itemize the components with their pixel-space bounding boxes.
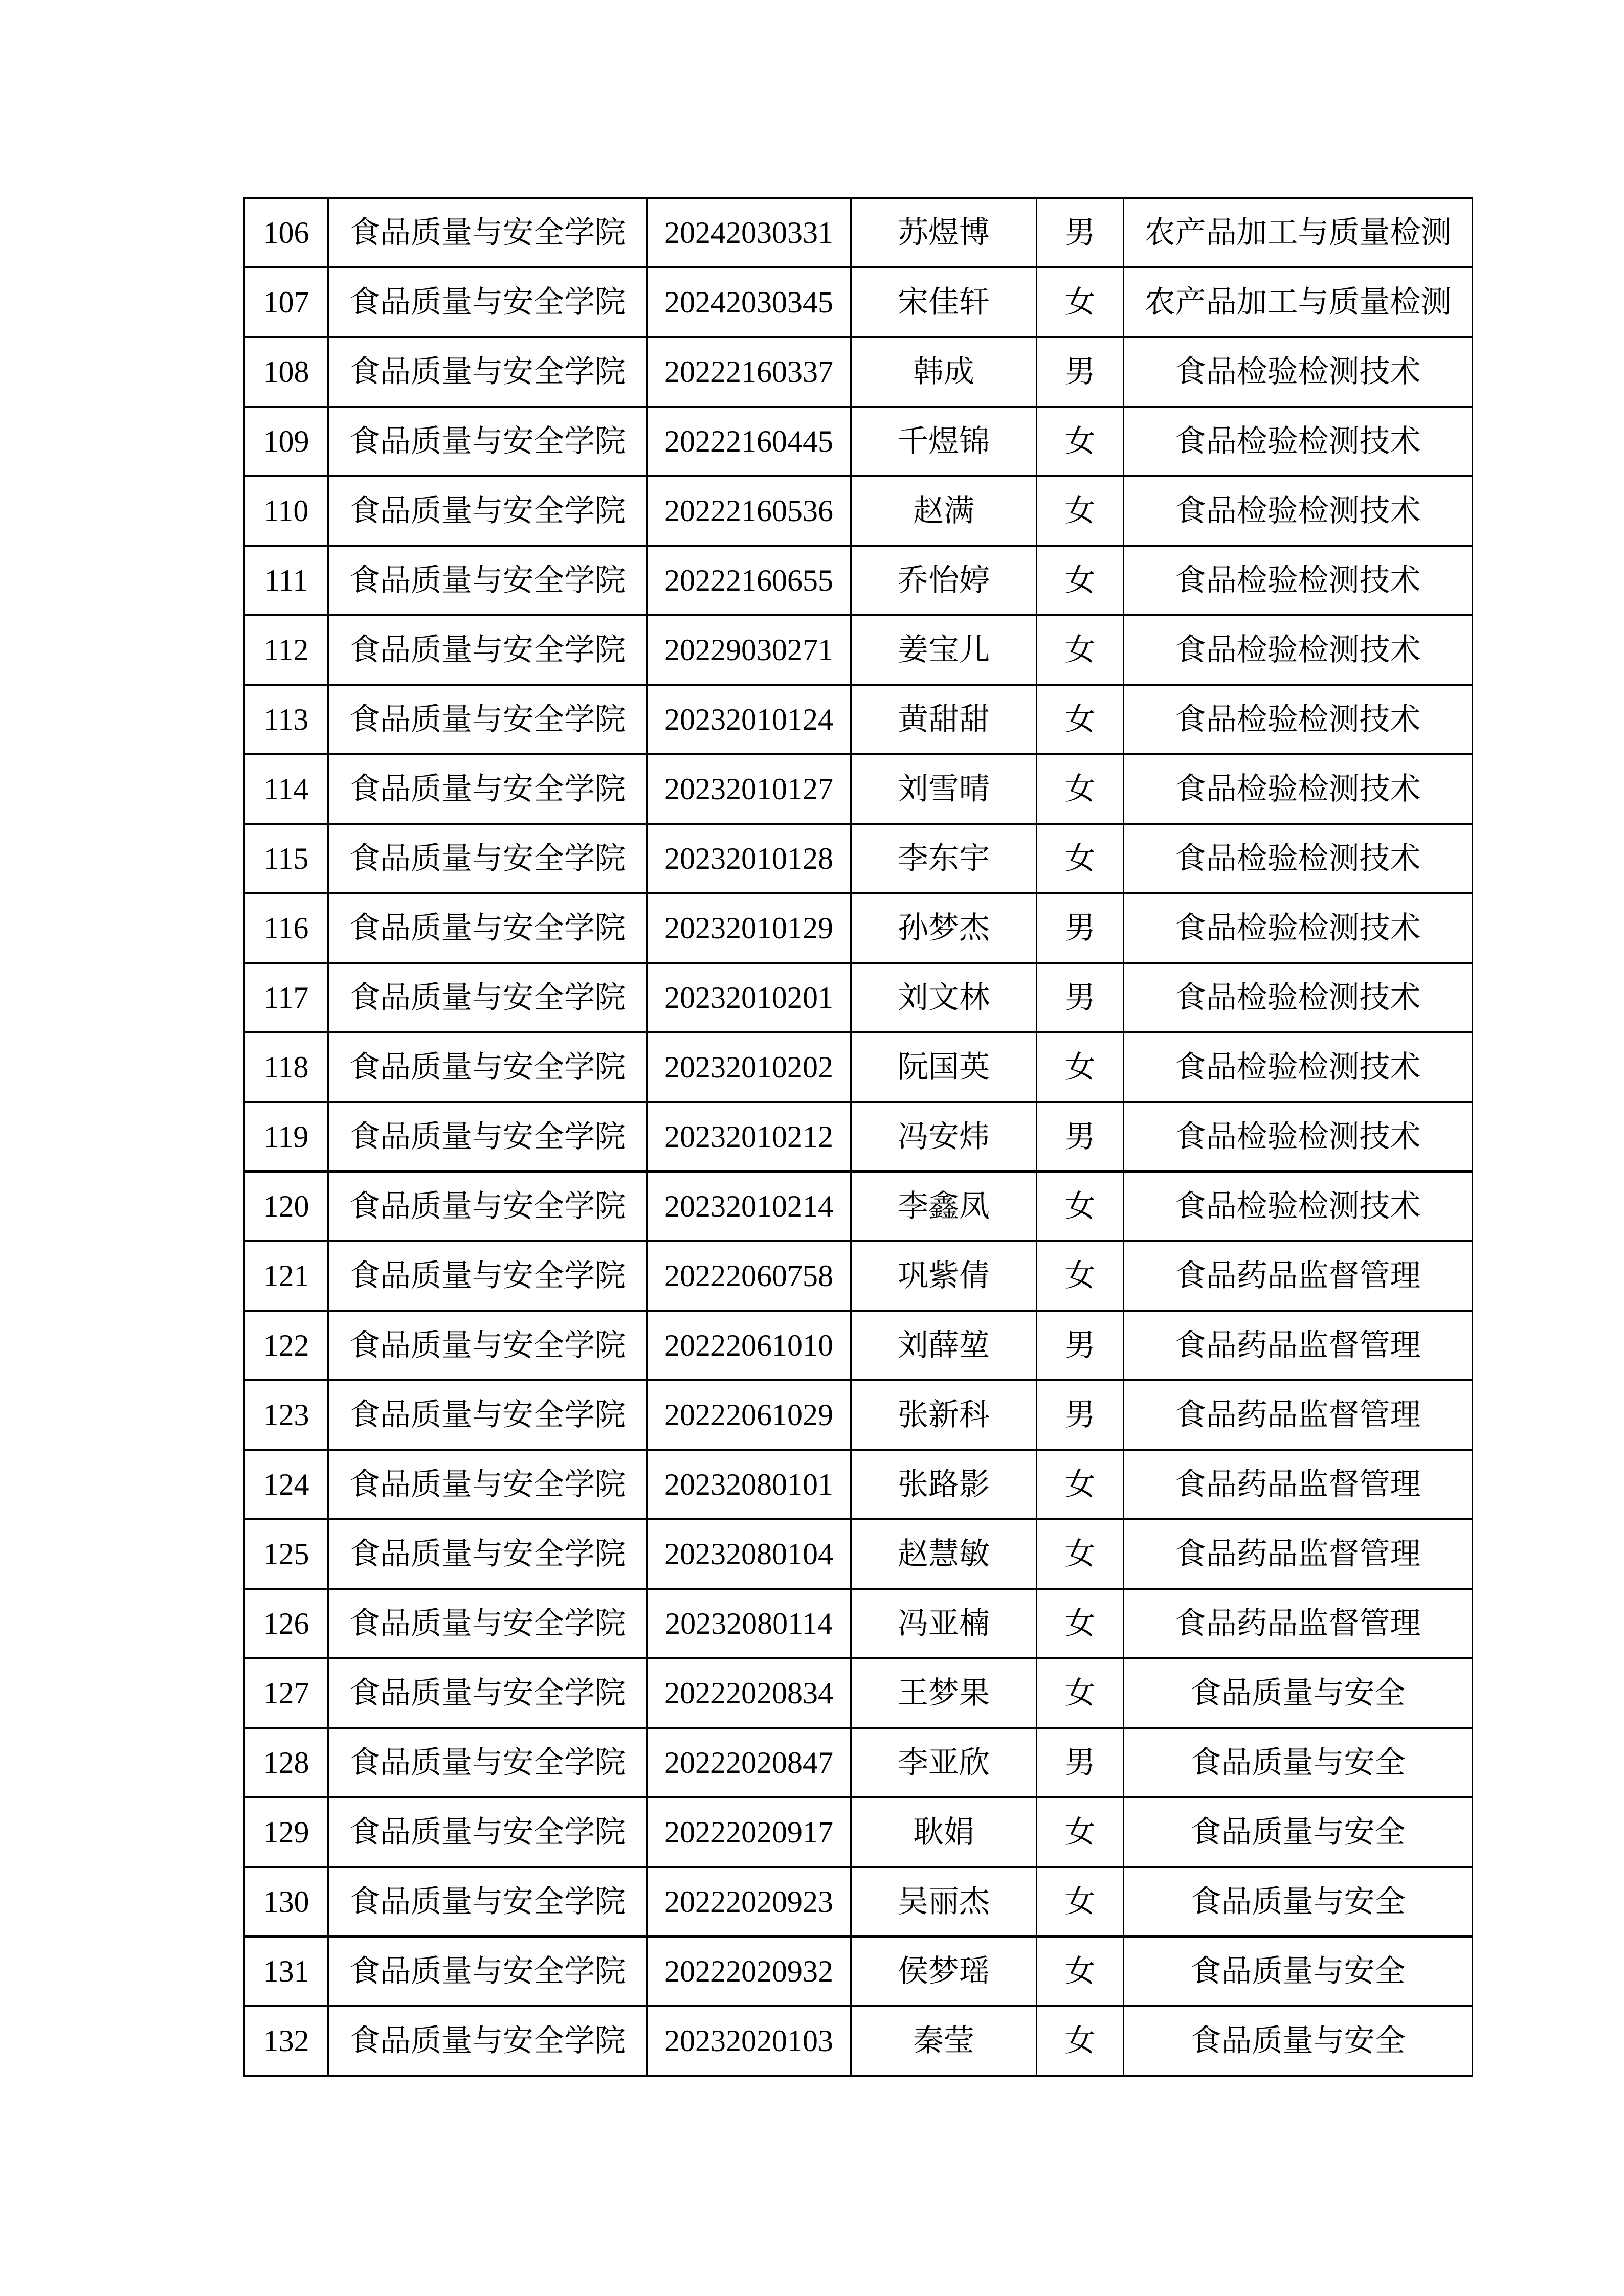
cell-college: 食品质量与安全学院 bbox=[328, 1728, 647, 1797]
cell-college: 食品质量与安全学院 bbox=[328, 685, 647, 754]
cell-student-id: 20232080101 bbox=[647, 1450, 851, 1519]
cell-major: 食品检验检测技术 bbox=[1124, 476, 1473, 546]
cell-gender: 女 bbox=[1037, 476, 1124, 546]
student-roster-table bbox=[243, 197, 1473, 2077]
cell-index: 124 bbox=[244, 1450, 328, 1519]
cell-college: 食品质量与安全学院 bbox=[328, 1867, 647, 1937]
cell-major: 食品检验检测技术 bbox=[1124, 685, 1473, 754]
cell-college: 食品质量与安全学院 bbox=[328, 754, 647, 824]
cell-index: 106 bbox=[244, 198, 328, 267]
cell-major: 食品质量与安全 bbox=[1124, 2006, 1473, 2076]
cell-major: 食品药品监督管理 bbox=[1124, 1241, 1473, 1311]
cell-name: 耿娟 bbox=[851, 1797, 1037, 1867]
table-row bbox=[244, 407, 1473, 476]
cell-gender: 女 bbox=[1037, 1241, 1124, 1311]
cell-college: 食品质量与安全学院 bbox=[328, 1172, 647, 1241]
cell-student-id: 20232010124 bbox=[647, 685, 851, 754]
cell-college: 食品质量与安全学院 bbox=[328, 1102, 647, 1172]
table-row bbox=[244, 1032, 1473, 1102]
cell-major: 食品药品监督管理 bbox=[1124, 1450, 1473, 1519]
cell-name: 姜宝儿 bbox=[851, 615, 1037, 685]
cell-major: 食品质量与安全 bbox=[1124, 1658, 1473, 1728]
cell-student-id: 20222020923 bbox=[647, 1867, 851, 1937]
table-row bbox=[244, 1311, 1473, 1380]
cell-index: 117 bbox=[244, 963, 328, 1032]
table-row bbox=[244, 893, 1473, 963]
cell-major: 食品检验检测技术 bbox=[1124, 824, 1473, 893]
cell-index: 122 bbox=[244, 1311, 328, 1380]
cell-major: 农产品加工与质量检测 bbox=[1124, 267, 1473, 337]
cell-student-id: 20222061010 bbox=[647, 1311, 851, 1380]
cell-name: 秦莹 bbox=[851, 2006, 1037, 2076]
cell-gender: 女 bbox=[1037, 1032, 1124, 1102]
table-row bbox=[244, 1867, 1473, 1937]
cell-student-id: 20232010212 bbox=[647, 1102, 851, 1172]
cell-name: 冯安炜 bbox=[851, 1102, 1037, 1172]
table-row bbox=[244, 337, 1473, 407]
cell-major: 食品药品监督管理 bbox=[1124, 1519, 1473, 1589]
cell-major: 食品检验检测技术 bbox=[1124, 546, 1473, 615]
table-row bbox=[244, 1797, 1473, 1867]
cell-college: 食品质量与安全学院 bbox=[328, 1519, 647, 1589]
table-row bbox=[244, 1102, 1473, 1172]
cell-index: 129 bbox=[244, 1797, 328, 1867]
cell-name: 王梦果 bbox=[851, 1658, 1037, 1728]
cell-student-id: 20232010214 bbox=[647, 1172, 851, 1241]
table-row bbox=[244, 267, 1473, 337]
cell-name: 刘文林 bbox=[851, 963, 1037, 1032]
cell-student-id: 20242030345 bbox=[647, 267, 851, 337]
cell-gender: 女 bbox=[1037, 2006, 1124, 2076]
cell-college: 食品质量与安全学院 bbox=[328, 267, 647, 337]
cell-name: 冯亚楠 bbox=[851, 1589, 1037, 1658]
cell-college: 食品质量与安全学院 bbox=[328, 1032, 647, 1102]
cell-student-id: 20232010127 bbox=[647, 754, 851, 824]
cell-student-id: 20222160445 bbox=[647, 407, 851, 476]
cell-gender: 女 bbox=[1037, 1937, 1124, 2006]
cell-major: 食品质量与安全 bbox=[1124, 1728, 1473, 1797]
table-row bbox=[244, 754, 1473, 824]
cell-gender: 女 bbox=[1037, 1589, 1124, 1658]
cell-major: 食品检验检测技术 bbox=[1124, 963, 1473, 1032]
cell-name: 侯梦瑶 bbox=[851, 1937, 1037, 2006]
cell-name: 韩成 bbox=[851, 337, 1037, 407]
cell-college: 食品质量与安全学院 bbox=[328, 893, 647, 963]
table-row bbox=[244, 476, 1473, 546]
cell-major: 食品检验检测技术 bbox=[1124, 1102, 1473, 1172]
cell-college: 食品质量与安全学院 bbox=[328, 198, 647, 267]
table-row bbox=[244, 1241, 1473, 1311]
cell-student-id: 20222020932 bbox=[647, 1937, 851, 2006]
student-table-body bbox=[244, 198, 1473, 2076]
cell-index: 130 bbox=[244, 1867, 328, 1937]
cell-gender: 男 bbox=[1037, 1380, 1124, 1450]
cell-gender: 女 bbox=[1037, 1450, 1124, 1519]
cell-name: 张新科 bbox=[851, 1380, 1037, 1450]
cell-major: 食品检验检测技术 bbox=[1124, 893, 1473, 963]
cell-college: 食品质量与安全学院 bbox=[328, 1311, 647, 1380]
cell-college: 食品质量与安全学院 bbox=[328, 824, 647, 893]
cell-student-id: 20232080104 bbox=[647, 1519, 851, 1589]
cell-college: 食品质量与安全学院 bbox=[328, 1380, 647, 1450]
table-row bbox=[244, 1450, 1473, 1519]
cell-college: 食品质量与安全学院 bbox=[328, 1797, 647, 1867]
cell-gender: 女 bbox=[1037, 615, 1124, 685]
cell-major: 食品质量与安全 bbox=[1124, 1797, 1473, 1867]
cell-student-id: 20222061029 bbox=[647, 1380, 851, 1450]
cell-name: 李鑫凤 bbox=[851, 1172, 1037, 1241]
cell-college: 食品质量与安全学院 bbox=[328, 1450, 647, 1519]
table-row bbox=[244, 1172, 1473, 1241]
cell-name: 刘雪晴 bbox=[851, 754, 1037, 824]
table-row bbox=[244, 546, 1473, 615]
table-row bbox=[244, 963, 1473, 1032]
cell-index: 109 bbox=[244, 407, 328, 476]
cell-college: 食品质量与安全学院 bbox=[328, 337, 647, 407]
cell-index: 121 bbox=[244, 1241, 328, 1311]
cell-gender: 男 bbox=[1037, 337, 1124, 407]
cell-student-id: 20229030271 bbox=[647, 615, 851, 685]
cell-index: 119 bbox=[244, 1102, 328, 1172]
cell-index: 132 bbox=[244, 2006, 328, 2076]
cell-major: 食品质量与安全 bbox=[1124, 1867, 1473, 1937]
cell-student-id: 20222160337 bbox=[647, 337, 851, 407]
cell-name: 李东宇 bbox=[851, 824, 1037, 893]
cell-college: 食品质量与安全学院 bbox=[328, 1658, 647, 1728]
cell-index: 127 bbox=[244, 1658, 328, 1728]
cell-major: 食品药品监督管理 bbox=[1124, 1311, 1473, 1380]
cell-college: 食品质量与安全学院 bbox=[328, 407, 647, 476]
table-row bbox=[244, 1589, 1473, 1658]
cell-index: 125 bbox=[244, 1519, 328, 1589]
cell-gender: 女 bbox=[1037, 1867, 1124, 1937]
cell-college: 食品质量与安全学院 bbox=[328, 1241, 647, 1311]
cell-college: 食品质量与安全学院 bbox=[328, 2006, 647, 2076]
cell-index: 123 bbox=[244, 1380, 328, 1450]
cell-name: 乔怡婷 bbox=[851, 546, 1037, 615]
cell-index: 120 bbox=[244, 1172, 328, 1241]
cell-index: 128 bbox=[244, 1728, 328, 1797]
table-row bbox=[244, 2006, 1473, 2076]
cell-student-id: 20232080114 bbox=[647, 1589, 851, 1658]
cell-student-id: 20232010201 bbox=[647, 963, 851, 1032]
cell-gender: 男 bbox=[1037, 1311, 1124, 1380]
cell-major: 食品检验检测技术 bbox=[1124, 615, 1473, 685]
cell-gender: 男 bbox=[1037, 198, 1124, 267]
cell-student-id: 20222020917 bbox=[647, 1797, 851, 1867]
cell-gender: 女 bbox=[1037, 824, 1124, 893]
cell-major: 食品检验检测技术 bbox=[1124, 337, 1473, 407]
cell-name: 苏煜博 bbox=[851, 198, 1037, 267]
cell-student-id: 20232010128 bbox=[647, 824, 851, 893]
cell-student-id: 20222160655 bbox=[647, 546, 851, 615]
cell-index: 113 bbox=[244, 685, 328, 754]
cell-name: 千煜锦 bbox=[851, 407, 1037, 476]
cell-major: 食品检验检测技术 bbox=[1124, 1172, 1473, 1241]
cell-name: 黄甜甜 bbox=[851, 685, 1037, 754]
cell-index: 110 bbox=[244, 476, 328, 546]
cell-student-id: 20232020103 bbox=[647, 2006, 851, 2076]
cell-name: 阮国英 bbox=[851, 1032, 1037, 1102]
cell-college: 食品质量与安全学院 bbox=[328, 476, 647, 546]
cell-student-id: 20222160536 bbox=[647, 476, 851, 546]
table-row bbox=[244, 1380, 1473, 1450]
cell-student-id: 20222020834 bbox=[647, 1658, 851, 1728]
cell-college: 食品质量与安全学院 bbox=[328, 546, 647, 615]
cell-index: 126 bbox=[244, 1589, 328, 1658]
cell-major: 食品检验检测技术 bbox=[1124, 1032, 1473, 1102]
cell-student-id: 20222020847 bbox=[647, 1728, 851, 1797]
cell-name: 李亚欣 bbox=[851, 1728, 1037, 1797]
table-row bbox=[244, 1937, 1473, 2006]
cell-major: 食品药品监督管理 bbox=[1124, 1380, 1473, 1450]
cell-gender: 女 bbox=[1037, 407, 1124, 476]
cell-name: 巩紫倩 bbox=[851, 1241, 1037, 1311]
cell-college: 食品质量与安全学院 bbox=[328, 1937, 647, 2006]
cell-gender: 女 bbox=[1037, 1172, 1124, 1241]
cell-index: 116 bbox=[244, 893, 328, 963]
cell-index: 115 bbox=[244, 824, 328, 893]
table-row bbox=[244, 824, 1473, 893]
cell-major: 食品检验检测技术 bbox=[1124, 407, 1473, 476]
table-row bbox=[244, 1519, 1473, 1589]
cell-name: 孙梦杰 bbox=[851, 893, 1037, 963]
cell-gender: 女 bbox=[1037, 1658, 1124, 1728]
cell-major: 食品药品监督管理 bbox=[1124, 1589, 1473, 1658]
cell-gender: 女 bbox=[1037, 267, 1124, 337]
cell-college: 食品质量与安全学院 bbox=[328, 963, 647, 1032]
cell-index: 114 bbox=[244, 754, 328, 824]
cell-student-id: 20242030331 bbox=[647, 198, 851, 267]
cell-student-id: 20222060758 bbox=[647, 1241, 851, 1311]
cell-index: 118 bbox=[244, 1032, 328, 1102]
cell-gender: 女 bbox=[1037, 1797, 1124, 1867]
cell-major: 食品检验检测技术 bbox=[1124, 754, 1473, 824]
cell-index: 111 bbox=[244, 546, 328, 615]
cell-gender: 男 bbox=[1037, 963, 1124, 1032]
table-row bbox=[244, 198, 1473, 267]
cell-index: 131 bbox=[244, 1937, 328, 2006]
cell-name: 吴丽杰 bbox=[851, 1867, 1037, 1937]
table-row bbox=[244, 1658, 1473, 1728]
cell-gender: 女 bbox=[1037, 546, 1124, 615]
table-row bbox=[244, 615, 1473, 685]
cell-name: 赵慧敏 bbox=[851, 1519, 1037, 1589]
table-row bbox=[244, 1728, 1473, 1797]
cell-name: 张路影 bbox=[851, 1450, 1037, 1519]
table-row bbox=[244, 685, 1473, 754]
cell-gender: 女 bbox=[1037, 1519, 1124, 1589]
cell-name: 宋佳轩 bbox=[851, 267, 1037, 337]
cell-major: 农产品加工与质量检测 bbox=[1124, 198, 1473, 267]
cell-student-id: 20232010202 bbox=[647, 1032, 851, 1102]
cell-student-id: 20232010129 bbox=[647, 893, 851, 963]
cell-major: 食品质量与安全 bbox=[1124, 1937, 1473, 2006]
cell-college: 食品质量与安全学院 bbox=[328, 615, 647, 685]
cell-gender: 男 bbox=[1037, 1102, 1124, 1172]
cell-index: 108 bbox=[244, 337, 328, 407]
cell-name: 刘薛堃 bbox=[851, 1311, 1037, 1380]
cell-index: 112 bbox=[244, 615, 328, 685]
cell-gender: 女 bbox=[1037, 685, 1124, 754]
cell-gender: 女 bbox=[1037, 754, 1124, 824]
cell-index: 107 bbox=[244, 267, 328, 337]
cell-name: 赵满 bbox=[851, 476, 1037, 546]
cell-gender: 男 bbox=[1037, 893, 1124, 963]
cell-college: 食品质量与安全学院 bbox=[328, 1589, 647, 1658]
cell-gender: 男 bbox=[1037, 1728, 1124, 1797]
